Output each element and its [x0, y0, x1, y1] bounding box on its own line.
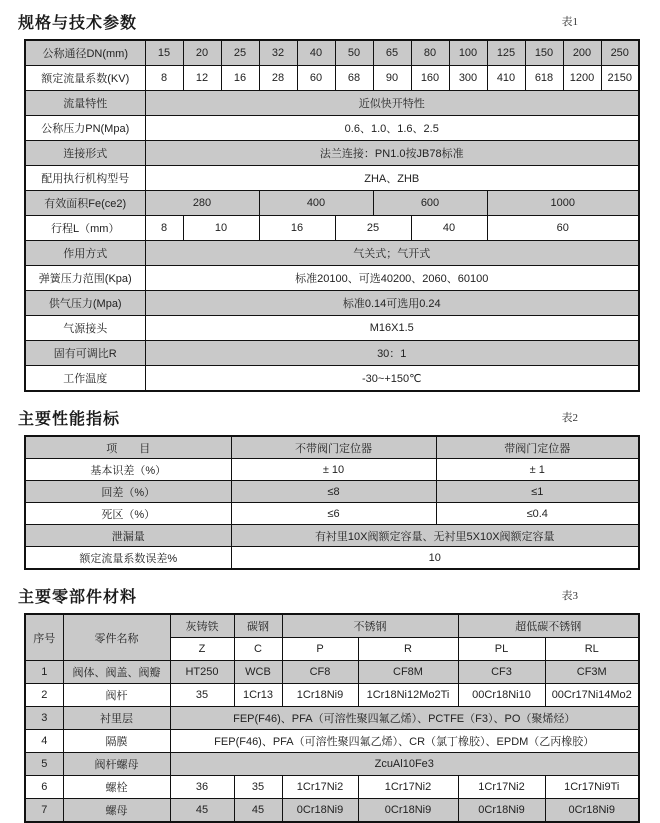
cell: 10: [231, 547, 639, 570]
row-label: 工作温度: [25, 366, 145, 392]
row-label: 行程L（mm）: [25, 216, 145, 241]
cell: 1Cr17Ni2: [282, 776, 358, 799]
cell: 90: [373, 66, 411, 91]
cell: 7: [25, 799, 63, 823]
cell: 阀杆: [63, 684, 170, 707]
cell: ≤6: [231, 503, 436, 525]
cell: 1Cr17Ni9Ti: [545, 776, 639, 799]
table-row: [25, 684, 639, 707]
cell: 5: [25, 753, 63, 776]
table-row: [25, 436, 639, 459]
table-row: [25, 91, 639, 116]
table3-tag: 表3: [561, 590, 578, 602]
section-materials: [18, 584, 640, 823]
cell: 36: [170, 776, 234, 799]
cell: 0Cr18Ni9: [458, 799, 545, 823]
cell: 45: [170, 799, 234, 823]
cell: 15: [145, 40, 183, 66]
cell: 20: [183, 40, 221, 66]
column-header: 超低碳不锈钢: [458, 614, 639, 638]
section-materials-header: [18, 584, 640, 608]
cell: 衬里层: [63, 707, 170, 730]
row-label: 死区（%）: [25, 503, 231, 525]
cell: 螺栓: [63, 776, 170, 799]
cell: 1: [25, 661, 63, 684]
cell: CF3: [458, 661, 545, 684]
section-performance-title: 主要性能指标: [18, 411, 121, 428]
row-label: 供气压力(Mpa): [25, 291, 145, 316]
cell: 8: [145, 66, 183, 91]
table-row: [25, 481, 639, 503]
cell: 16: [259, 216, 335, 241]
cell: CF3M: [545, 661, 639, 684]
cell: 00Cr17Ni14Mo2: [545, 684, 639, 707]
table-row: [25, 166, 639, 191]
cell: 600: [373, 191, 487, 216]
table-row: [25, 614, 639, 638]
table-row: [25, 66, 639, 91]
table-row: [25, 366, 639, 392]
table-row: [25, 503, 639, 525]
table-row: [25, 525, 639, 547]
cell: 6: [25, 776, 63, 799]
cell: 300: [449, 66, 487, 91]
cell: 2: [25, 684, 63, 707]
section-specs-header: [18, 10, 640, 34]
cell: -30~+150℃: [145, 366, 639, 392]
cell: 1000: [487, 191, 639, 216]
table-row: [25, 266, 639, 291]
cell: CF8: [282, 661, 358, 684]
cell: 60: [297, 66, 335, 91]
cell: WCB: [234, 661, 282, 684]
column-header: 项 目: [25, 436, 231, 459]
column-header: C: [234, 638, 282, 661]
cell: 4: [25, 730, 63, 753]
cell: 近似快开特性: [145, 91, 639, 116]
table-row: [25, 191, 639, 216]
cell: 68: [335, 66, 373, 91]
cell: 标准0.14可选用0.24: [145, 291, 639, 316]
column-header: PL: [458, 638, 545, 661]
cell: 00Cr18Ni10: [458, 684, 545, 707]
column-header: 零件名称: [63, 614, 170, 661]
column-header: Z: [170, 638, 234, 661]
cell: 25: [221, 40, 259, 66]
table1-tag: 表1: [561, 16, 578, 28]
cell: M16X1.5: [145, 316, 639, 341]
cell: 标准20100、可选40200、2060、60100: [145, 266, 639, 291]
cell: 50: [335, 40, 373, 66]
row-label: 额定流量系数误差%: [25, 547, 231, 570]
cell: 2150: [601, 66, 639, 91]
cell: 1Cr18Ni12Mo2Ti: [358, 684, 458, 707]
column-header: 不带阀门定位器: [231, 436, 436, 459]
cell: 1200: [563, 66, 601, 91]
cell: 150: [525, 40, 563, 66]
cell: 100: [449, 40, 487, 66]
cell: 0.6、1.0、1.6、2.5: [145, 116, 639, 141]
column-header: RL: [545, 638, 639, 661]
cell: 60: [487, 216, 639, 241]
cell: 有衬里10X阀额定容量、无衬里5X10X阀额定容量: [231, 525, 639, 547]
column-header: P: [282, 638, 358, 661]
materials-table: [24, 613, 640, 823]
cell: 12: [183, 66, 221, 91]
specs-table: [24, 39, 640, 392]
table-row: [25, 141, 639, 166]
cell: 气关式；气开式: [145, 241, 639, 266]
cell: 阀体、阀盖、阀瓣: [63, 661, 170, 684]
table-row: [25, 707, 639, 730]
table-row: [25, 216, 639, 241]
cell: 35: [170, 684, 234, 707]
column-header: 灰铸铁: [170, 614, 234, 638]
row-label: 气源接头: [25, 316, 145, 341]
table-row: [25, 241, 639, 266]
cell: ± 1: [436, 459, 639, 481]
cell: HT250: [170, 661, 234, 684]
row-label: 配用执行机构型号: [25, 166, 145, 191]
cell: ≤1: [436, 481, 639, 503]
cell: ZcuAl10Fe3: [170, 753, 639, 776]
cell: ≤0.4: [436, 503, 639, 525]
cell: 25: [335, 216, 411, 241]
cell: 3: [25, 707, 63, 730]
performance-table: [24, 435, 640, 570]
column-header: 不锈钢: [282, 614, 458, 638]
row-label: 公称压力PN(Mpa): [25, 116, 145, 141]
row-label: 回差（%）: [25, 481, 231, 503]
cell: 250: [601, 40, 639, 66]
column-header: 碳钢: [234, 614, 282, 638]
table-row: [25, 116, 639, 141]
cell: ± 10: [231, 459, 436, 481]
section-specs: [18, 10, 640, 392]
row-label: 泄漏量: [25, 525, 231, 547]
cell: FEP(F46)、PFA（可溶性聚四氟乙烯）、CR（氯丁橡胶）、EPDM（乙丙橡胶）: [170, 730, 639, 753]
table-row: [25, 316, 639, 341]
cell: 1Cr13: [234, 684, 282, 707]
section-materials-title: 主要零部件材料: [18, 589, 138, 606]
cell: 65: [373, 40, 411, 66]
cell: 125: [487, 40, 525, 66]
cell: 10: [183, 216, 259, 241]
cell: 280: [145, 191, 259, 216]
table-row: [25, 776, 639, 799]
row-label: 公称通径DN(mm): [25, 40, 145, 66]
cell: FEP(F46)、PFA（可溶性聚四氟乙烯）、PCTFE（F3）、PO（聚烯烃）: [170, 707, 639, 730]
cell: 40: [411, 216, 487, 241]
cell: 1Cr18Ni9: [282, 684, 358, 707]
cell: 200: [563, 40, 601, 66]
cell: 0Cr18Ni9: [545, 799, 639, 823]
section-performance: [18, 406, 640, 570]
cell: 35: [234, 776, 282, 799]
column-header: 带阀门定位器: [436, 436, 639, 459]
cell: 32: [259, 40, 297, 66]
cell: 400: [259, 191, 373, 216]
row-label: 基本识差（%）: [25, 459, 231, 481]
cell: 阀杆螺母: [63, 753, 170, 776]
row-label: 弹簧压力范围(Kpa): [25, 266, 145, 291]
table2-tag: 表2: [561, 412, 578, 424]
cell: ≤8: [231, 481, 436, 503]
table-row: [25, 799, 639, 823]
cell: 45: [234, 799, 282, 823]
cell: 螺母: [63, 799, 170, 823]
table-row: [25, 753, 639, 776]
cell: ZHA、ZHB: [145, 166, 639, 191]
cell: 1Cr17Ni2: [358, 776, 458, 799]
table-row: [25, 40, 639, 66]
row-label: 固有可调比R: [25, 341, 145, 366]
section-specs-title: 规格与技术参数: [18, 15, 138, 32]
table-row: [25, 341, 639, 366]
cell: 0Cr18Ni9: [282, 799, 358, 823]
cell: 1Cr17Ni2: [458, 776, 545, 799]
cell: 160: [411, 66, 449, 91]
column-header: R: [358, 638, 458, 661]
table-row: [25, 730, 639, 753]
cell: 0Cr18Ni9: [358, 799, 458, 823]
table-row: [25, 547, 639, 570]
cell: CF8M: [358, 661, 458, 684]
column-header: 序号: [25, 614, 63, 661]
row-label: 额定流量系数(KV): [25, 66, 145, 91]
row-label: 作用方式: [25, 241, 145, 266]
cell: 16: [221, 66, 259, 91]
table-row: [25, 459, 639, 481]
row-label: 连接形式: [25, 141, 145, 166]
table-row: [25, 661, 639, 684]
cell: 40: [297, 40, 335, 66]
row-label: 有效面积Fe(ce2): [25, 191, 145, 216]
cell: 410: [487, 66, 525, 91]
cell: 80: [411, 40, 449, 66]
cell: 28: [259, 66, 297, 91]
cell: 8: [145, 216, 183, 241]
cell: 30：1: [145, 341, 639, 366]
table-row: [25, 291, 639, 316]
cell: 618: [525, 66, 563, 91]
row-label: 流量特性: [25, 91, 145, 116]
cell: 法兰连接：PN1.0按JB78标准: [145, 141, 639, 166]
section-performance-header: [18, 406, 640, 430]
cell: 隔膜: [63, 730, 170, 753]
